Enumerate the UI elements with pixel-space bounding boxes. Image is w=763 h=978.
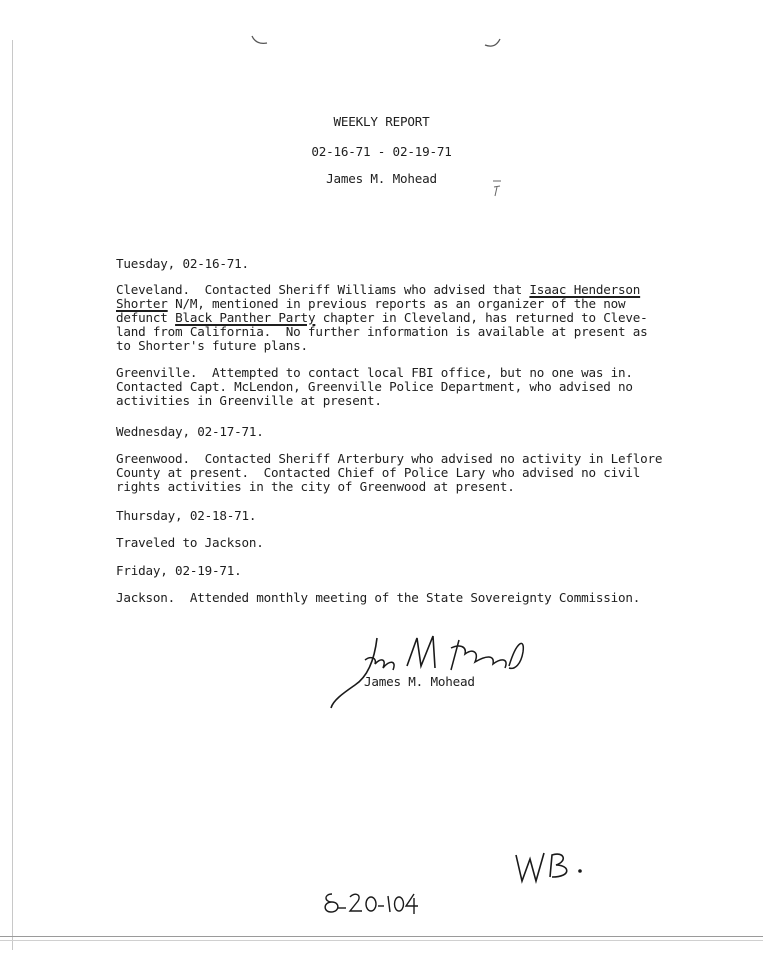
cleveland-line-2 <box>116 297 625 311</box>
cleveland-text: chapter in Cleveland, has returned to Cleve- <box>315 310 648 325</box>
cleveland-text: defunct <box>116 310 176 325</box>
handwritten-file-number <box>322 888 422 918</box>
greenville-line-2: Contacted Capt. McLendon, Greenville Police Department, who advised no <box>116 379 633 394</box>
underlined-name: Shorter <box>116 296 168 311</box>
scan-mark <box>482 36 504 50</box>
report-title: WEEKLY REPORT <box>333 114 430 129</box>
cleveland-line-4: land from California. No further information is available at present as <box>116 324 648 339</box>
handwritten-signature <box>325 630 535 715</box>
entry-date-tuesday: Tuesday, 02-16-71. <box>116 256 249 271</box>
thursday-text: Traveled to Jackson. <box>116 535 264 550</box>
report-author: James M. Mohead <box>326 171 437 186</box>
greenwood-line-3: rights activities in the city of Greenwood at present. <box>116 479 515 494</box>
report-date-range: 02-16-71 - 02-19-71 <box>311 144 452 159</box>
greenville-line-3: activities in Greenville at present. <box>116 393 382 408</box>
underlined-organization: Black Panther Party <box>175 310 316 325</box>
cleveland-line-5: to Shorter's future plans. <box>116 338 308 353</box>
cleveland-text: N/M, mentioned in previous reports as an organizer of the now <box>167 296 626 311</box>
greenwood-line-2: County at present. Contacted Chief of Police Lary who advised no civil <box>116 465 641 480</box>
handwritten-initials <box>512 847 592 887</box>
greenville-line-1: Greenville. Attempted to contact local FBI office, but no one was in. <box>116 365 633 380</box>
underlined-name: Isaac Henderson <box>529 282 641 297</box>
scan-bottom-edge <box>0 936 763 937</box>
typed-signature-name: James M. Mohead <box>364 674 475 689</box>
cleveland-line-1 <box>116 283 640 297</box>
greenwood-line-1: Greenwood. Contacted Sheriff Arterbury who advised no activity in Leflore <box>116 451 663 466</box>
cleveland-line-3 <box>116 311 648 325</box>
scan-bottom-edge <box>0 940 763 941</box>
jackson-text: Jackson. Attended monthly meeting of the State Sovereignty Commission. <box>116 590 641 605</box>
entry-date-thursday: Thursday, 02-18-71. <box>116 508 257 523</box>
cleveland-text: Cleveland. Contacted Sheriff Williams who advised that <box>116 282 530 297</box>
scan-mark <box>250 34 270 48</box>
entry-date-friday: Friday, 02-19-71. <box>116 563 242 578</box>
entry-date-wednesday: Wednesday, 02-17-71. <box>116 424 264 439</box>
